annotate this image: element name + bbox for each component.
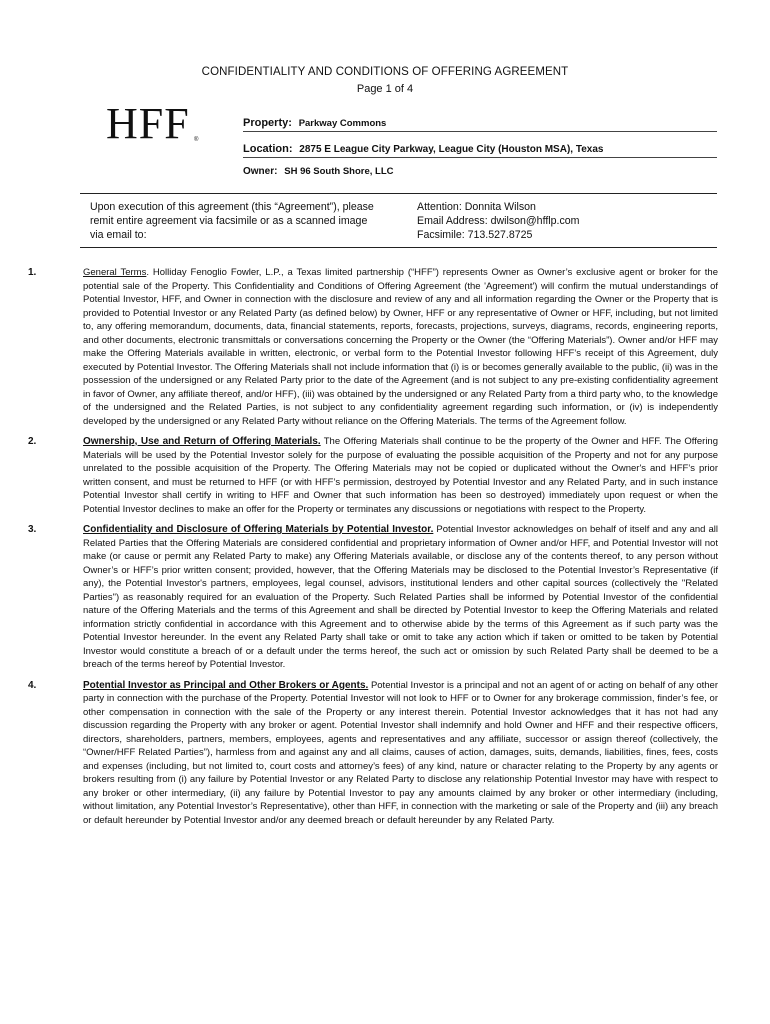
section-heading: Ownership, Use and Return of Offering Materials. [83,436,321,447]
agreement-sections [28,266,718,834]
property-row [243,117,717,132]
registered-mark: ® [194,137,199,143]
attention-email: Email Address: dwilson@hfflp.com [417,215,580,227]
property-label: Property: [243,117,292,129]
owner-row [243,166,717,179]
section-principal [28,679,718,828]
section-heading: Potential Investor as Principal and Other Brokers or Agents. [83,679,369,691]
property-value: Parkway Commons [298,118,387,129]
section-confidentiality [28,523,718,672]
page-number: Page 1 of 4 [356,83,414,95]
execution-line-3: via email to: [90,229,147,241]
location-label: Location: [243,143,293,155]
execution-line-1: Upon execution of this agreement (this “Agreement”), please [90,201,374,213]
location-value: 2875 E League City Parkway, League City (Houston MSA), Texas [299,144,604,155]
location-row [243,143,717,158]
owner-label: Owner: [243,166,278,177]
execution-instructions [90,200,390,242]
section-body: Potential Investor is a principal and not an agent of or acting on behalf of any other party in connection with the purchase of the Property. Potential Investor will not look to HFF or to Owner for any brokerage commission, finder’s fee, or other compensation in connection with the sale of the Property or any interest therein. Potential Investor acknowledges that it has not had any discussion regarding the Property with any broker or agent. Potential Investor shall indemnify and hold Owner and HFF and their respective officers, directors, shareholders, partners, members, employees, agents and representatives and any affiliate, successor or assign thereof (collectively, the “Owner/HFF Related Parties”), harmless from and against any and all claims, causes of action, damages, suits, demands, liabilities, fines, fees, costs and expenses (including, but not limited to, court costs and attorney’s fees) of any kind, nature or character relating to the Property by any agents or brokers resulting from (i) any failure by Potential Investor or any Related Party to disclose any relationship Potential Investor may have with respect to any broker or other intermediary, (ii) any failure by Potential Investor to pay any amounts claimed by any broker or other intermediary (including, without limitation, any Potential Investor’s Representative), other than HFF, in connection with the marketing or sale of the Property and (iii) any breach or default hereunder by Potential Investor and/or any deemed breach or default hereunder by any Related Party. [83,679,718,826]
attention-name: Attention: Donnita Wilson [417,201,536,213]
execution-line-2: remit entire agreement via facsimile or as a scanned image [90,215,368,227]
hff-logo: HFF [106,99,190,148]
section-number: 1. [28,267,37,278]
document-title: CONFIDENTIALITY AND CONDITIONS OF OFFERING AGREEMENT [201,66,569,78]
attention-fax: Facsimile: 713.527.8725 [417,229,533,241]
section-heading: General Terms [83,267,147,278]
section-heading: Confidentiality and Disclosure of Offering Materials by Potential Investor. [83,524,434,535]
section-number: 4. [28,679,37,691]
section-number: 3. [28,524,37,535]
attention-block [417,200,717,242]
header-divider-top [80,193,717,194]
header-divider-bottom [80,247,717,248]
owner-value: SH 96 South Shore, LLC [284,166,394,177]
section-general-terms [28,266,718,428]
section-body: . Holliday Fenoglio Fowler, L.P., a Texas limited partnership (“HFF”) represents Owner as Owner’s exclusive agent or broker for the potential sale of the Property. This Confidentiality and Conditions of Offering Agreement (the 'Agreement') will confirm the mutual understandings of Potential Investor, HFF, and Owner in connection with the disclosure and review of any and all information regarding the Owner or the Property that is provided to Potential Investor or any Related Party (as defined below) by Owner, HFF or any representative of Owner or HFF, including, but not limited to, any offering memorandum, documents, data, financial statements, reports, forecasts, projections, surveys, diagrams, records, engineering reports, and other documents, electronic transmittals or conversations concerning the Property or the Owner (the “Offering Materials”). Owner and/or HFF may make the Offering Materials available in written, electronic, or verbal form to the Potential Investor following HFF’s receipt of this Agreement, duly executed by Potential Investor. The Offering Materials shall not include information that (i) is or becomes generally available to the public, (ii) was in the possession of the undersigned or any Related Party prior to the date of the Agreement (and is not subject to any pre-existing confidentiality agreement in favor of Owner, any affiliate thereof, and/or HFF), (iii) was obtained by the undersigned or any Related Party from a third party who, to the knowledge of the undersigned and the Related Parties, is not subject to any confidentiality agreement regarding such information, or (iv) is independently developed by the undersigned or any Related Party without reliance on the Offering Materials. The terms of the Agreement follow. [83,267,718,427]
section-ownership [28,435,718,516]
section-body: The Offering Materials shall continue to be the property of the Owner and HFF. The Offering Materials will be used by the Potential Investor solely for the purpose of evaluating the possible acquisition of the Property and not for any purpose unrelated to the possible acquisition of the Property. The Offering Materials may not be copied or duplicated without the Owner's and HFF’s prior written consent, and must be returned to HFF (or with HFF’s permission, destroyed by Potential Investor and any Related Party, and in such instance Potential Investor shall certify in writing to HFF and Owner that such information has been so destroyed) immediately upon request or when the Potential Investor declines to make an offer for the Property or terminates any discussions or negotiations with respect to the Property. [83,436,718,515]
section-number: 2. [28,436,37,447]
section-body: Potential Investor acknowledges on behalf of itself and any and all Related Parties that the Offering Materials are considered confidential and proprietary information of Owner and/or HFF, and Potential Investor will not make (or cause or permit any Related Party to make) any Offering Materials available, or disclose any of the contents thereof, to any person without Owner’s or HFF’s prior written consent; provided, however, that the Offering Materials may be disclosed to the Potential Investor’s Representative (if any), the Potential Investor's partners, employees, legal counsel, advisors, institutional lenders and other capital sources (collectively the "Related Parties") as reasonably required for an evaluation of the Property. Such Related Parties shall be informed by Potential Investor of the confidential nature of the Offering Materials and the terms of this Agreement and shall be directed by Potential Investor to keep the Offering Materials and related information strictly confidential in accordance with this Agreement and to otherwise abide by the terms of this Agreement as if such party was the Potential Investor hereunder. In the event any Related Party shall take or omit to take any action which if taken or omitted to be taken by Potential Investor would constitute a breach of or a default under the terms hereof, the such act or omission by such Related Party shall be deemed to be a breach of the terms hereof by Potential Investor. [83,524,718,670]
